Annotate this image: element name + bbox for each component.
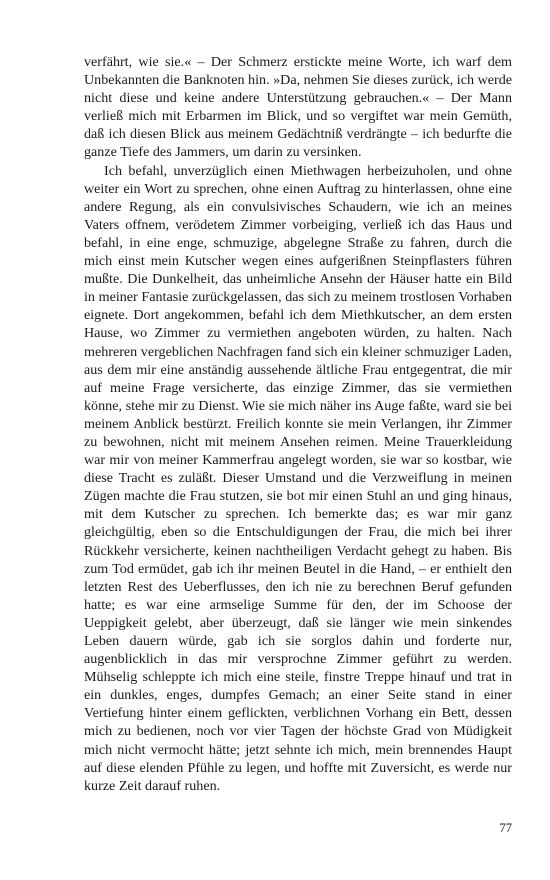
paragraph: Ich befahl, unverzüglich einen Miethwagen herbeizuholen, und ohne weiter ein Wort zu sprechen, ohne einen Auftrag zu hinterlassen, ohne eine andere Regung, als ein convulsivisches Schaudern, wie ich an meines Vaters offnem, verödetem Zimmer vorbeiging, verließ ich das Haus und befahl, in eine enge, schmuzige, abgelegne Straße zu fahren, durch die mich einst mein Kutscher wegen eines aufgerißnen Steinpflasters führen mußte. Die Dunkelheit, das unheimliche Ansehn der Häuser hatte ein Bild in meiner Fantasie zurückgelassen, das sich zu meinem trostlosen Vorhaben eignete. Dort angekommen, befahl ich dem Miethkutscher, an dem ersten Hause, wo Zimmer zu vermiethen angeboten würden, zu halten. Nach mehreren vergeblichen Nachfragen fand sich ein kleiner schmuziger Laden, aus dem mir eine anständig aussehende ältliche Frau entgegentrat, die mir auf meine Frage versicherte, das einzige Zimmer, das sie vermiethen könne, stehe mir zu Dienst. Wie sie mich näher ins Auge faßte, ward sie bei meinem Anblick bestürzt. Freilich konnte sie mein Verlangen, ihr Zimmer zu bewohnen, nicht mit meinem Ansehen reimen. Meine Trauerkleidung war mir von meiner Kammerfrau angelegt worden, sie war so kostbar, wie diese Tracht es zuläßt. Dieser Umstand und die Verzweiflung in meinen Zügen machte die Frau stutzen, sie bot mir einen Stuhl an und ging hinaus, mit dem Kutscher zu sprechen. Ich bemerkte das; es war mir ganz gleichgültig, eben so die Entschuldigungen der Frau, die mich bei ihrer Rückkehr versicherte, keinen nachtheiligen Verdacht gehegt zu haben. Bis zum Tod ermüdet, gab ich ihr meinen Beutel in die Hand, – er enthielt den letzten Rest des Ueberflusses, den ich nie zu berechnen Beruf gefunden hatte; es war eine armselige Summe für den, der im Schoose der Ueppigkeit gelebt, aber überzeugt, daß sie länger wie mein sinkendes Leben dauern würde, gab ich sie sorglos dahin und forderte nur, augenblicklich in das mir versprochne Zimmer geführt zu werden. Mühselig schleppte ich mich eine steile, finstre Treppe hinauf und trat in ein dunkles, enges, dumpfes Gemach; an einer Seite stand in einer Vertiefung hinter einem geflickten, verblichnen Vorhang ein Bett, dessen mich zu bedienen, noch vor vier Tagen der höchste Grad von Müdigkeit mich nicht vermocht hätte; jetzt sehnte ich mich, mein brennendes Haupt auf diese elenden Pfühle zu legen, und hoffte mit Zuversicht, es werde nur kurze Zeit darauf ruhen. [84, 162, 512, 794]
body-text [84, 53, 512, 795]
page-number: 77 [499, 821, 512, 835]
paragraph-continued: verfährt, wie sie.« – Der Schmerz erstickte meine Worte, ich warf dem Unbekannten die Banknoten hin. »Da, nehmen Sie dieses zurück, ich werde nicht diese und keine andere Unterstützung gebrauchen.« – Der Mann verließ mich mit Erbarmen im Blick, und so vergiftet war mein Gemüth, daß ich diesen Blick aus meinem Gedächtniß verdrängte – ich bedurfte die ganze Tiefe des Jammers, um darin zu versinken. [84, 54, 512, 161]
